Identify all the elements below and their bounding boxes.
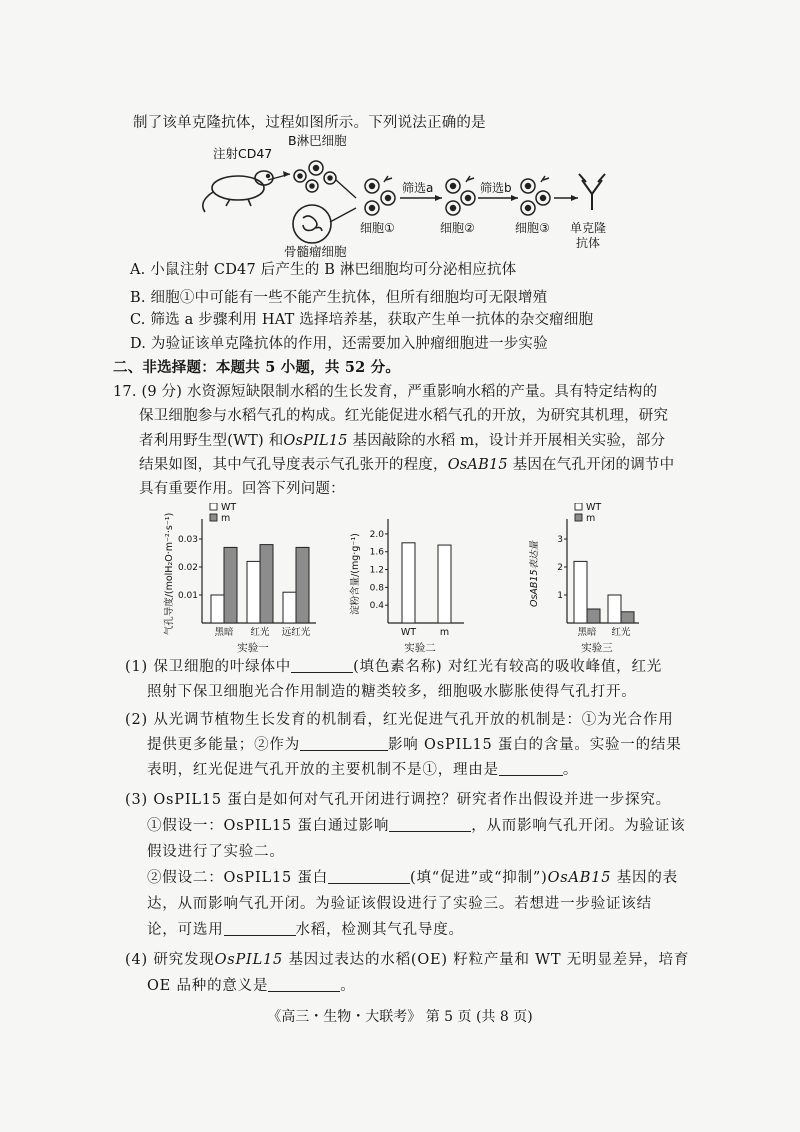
q17-part3-line5: 达，从而影响气孔开闭。为验证该假设进行了实验三。若想进一步验证该结 bbox=[147, 896, 652, 912]
y-tick-label: 3 bbox=[557, 535, 563, 545]
answer-blank[interactable] bbox=[224, 921, 296, 936]
legend-swatch bbox=[210, 514, 217, 521]
cell3-label: 细胞③ bbox=[515, 221, 550, 235]
answer-blank[interactable] bbox=[300, 736, 388, 751]
bar bbox=[283, 592, 296, 623]
product-label-line1: 单克隆 bbox=[570, 221, 607, 235]
intro-line: 制了该单克隆抗体，过程如图所示。下列说法正确的是 bbox=[133, 115, 486, 131]
antibody-icon bbox=[579, 174, 605, 210]
x-tick-label: 红光 bbox=[611, 627, 631, 638]
y-axis-label: 气孔导度/(molH₂O·m⁻²·s⁻¹) bbox=[164, 512, 175, 636]
experiment-charts bbox=[0, 503, 800, 653]
answer-blank[interactable] bbox=[328, 869, 410, 884]
myeloma-cell-icon bbox=[293, 205, 331, 243]
cell-group-1-icon bbox=[365, 176, 395, 215]
cell1-label: 细胞① bbox=[360, 221, 395, 235]
x-tick-label: 黑暗 bbox=[214, 627, 234, 638]
y-tick-label: 0.02 bbox=[177, 563, 198, 573]
x-tick-label: 黑暗 bbox=[577, 627, 597, 638]
mouse-icon bbox=[203, 171, 273, 212]
q17-part4-line1: (4) 研究发现OsPIL15 基因过表达的水稻(OE) 籽粒产量和 WT 无明显差异，培育 bbox=[125, 952, 690, 968]
bar bbox=[587, 609, 600, 623]
q17-line-2: 保卫细胞参与水稻气孔的构成。红光能促进水稻气孔的开放，为研究其机理，研究 bbox=[139, 408, 669, 424]
cell-group-2-icon bbox=[446, 176, 475, 215]
bar bbox=[224, 547, 237, 623]
q17-line-5: 具有重要作用。回答下列问题： bbox=[139, 481, 345, 497]
b-cell-label: B淋巴细胞 bbox=[288, 133, 347, 148]
legend-label: m bbox=[586, 513, 596, 524]
screen-b-label: 筛选b bbox=[480, 181, 512, 195]
y-axis-label: OsAB15表达量 bbox=[529, 540, 540, 608]
q17-part3-line4: ②假设二：OsPIL15 蛋白 (填“促进”或“抑制”)OsAB15 基因的表 bbox=[147, 870, 678, 886]
answer-blank[interactable] bbox=[499, 761, 563, 776]
x-tick-label: 远红光 bbox=[281, 627, 311, 638]
chart-title: 实验二 bbox=[404, 642, 436, 653]
page-footer: 《高三・生物・大联考》 第 5 页 (共 8 页) bbox=[267, 1009, 533, 1025]
answer-blank[interactable] bbox=[389, 817, 471, 832]
q17-line-4: 结果如图，其中气孔导度表示气孔张开的程度，OsAB15 基因在气孔开闭的调节中 bbox=[139, 457, 675, 473]
bar bbox=[247, 561, 260, 623]
q17-part2-line2: 提供更多能量；②作为 影响 OsPIL15 蛋白的含量。实验一的结果 bbox=[147, 737, 682, 753]
y-tick-label: 0.01 bbox=[177, 591, 198, 601]
section-heading: 二、非选择题：本题共 5 小题，共 52 分。 bbox=[113, 359, 401, 376]
bar bbox=[438, 545, 451, 623]
answer-blank[interactable] bbox=[268, 977, 340, 992]
q17-part2-line3: 表明，红光促进气孔开放的主要机制不是①，理由是 。 bbox=[147, 762, 579, 778]
q17-part3-line1: (3) OsPIL15 蛋白是如何对气孔开闭进行调控？研究者作出假设并进一步探究。 bbox=[125, 792, 671, 808]
chart-title: 实验三 bbox=[581, 642, 613, 653]
legend-swatch bbox=[575, 503, 582, 510]
q17-part3-line6: 论，可选用 水稻，检测其气孔导度。 bbox=[147, 922, 464, 938]
bar bbox=[296, 547, 309, 623]
q17-part4-line2: OE 品种的意义是 。 bbox=[147, 978, 356, 994]
antibody-flow-diagram bbox=[0, 132, 800, 272]
y-tick-label: 2.0 bbox=[369, 529, 384, 540]
bar bbox=[260, 545, 273, 623]
q17-line-1: 17. (9 分) 水资源短缺限制水稻的生长发育，严重影响水稻的产量。具有特定结构的 bbox=[113, 384, 658, 400]
y-tick-label: 1 bbox=[557, 591, 563, 601]
y-tick-label: 0.8 bbox=[369, 583, 384, 594]
q17-part1-line2: 照射下保卫细胞光合作用制造的糖类较多，细胞吸水膨胀使得气孔打开。 bbox=[147, 684, 637, 700]
chart-title: 实验一 bbox=[237, 642, 269, 653]
y-tick-label: 1.6 bbox=[369, 547, 384, 558]
answer-blank[interactable] bbox=[291, 658, 353, 673]
q17-part3-line2: ①假设一：OsPIL15 蛋白通过影响 ，从而影响气孔开闭。为验证该 bbox=[147, 818, 686, 834]
q17-line-3: 者利用野生型(WT) 和OsPIL15 基因敲除的水稻 m，设计并开展相关实验，部分 bbox=[139, 433, 666, 449]
q17-part1-line1: (1) 保卫细胞的叶绿体中 (填色素名称) 对红光有较高的吸收峰值，红光 bbox=[125, 659, 663, 675]
legend-label: WT bbox=[586, 503, 602, 513]
y-tick-label: 0.4 bbox=[369, 601, 384, 612]
y-tick-label: 1.2 bbox=[369, 565, 384, 576]
screen-a-label: 筛选a bbox=[402, 181, 434, 195]
product-label-line2: 抗体 bbox=[576, 236, 601, 250]
q17-part2-line1: (2) 从光调节植物生长发育的机制看，红光促进气孔开放的机制是：①为光合作用 bbox=[125, 712, 674, 728]
myeloma-label: 骨髓瘤细胞 bbox=[284, 244, 347, 259]
legend-swatch bbox=[575, 514, 582, 521]
legend-label: m bbox=[221, 513, 231, 524]
cell-group-3-icon bbox=[521, 176, 550, 215]
bar bbox=[211, 595, 224, 623]
option-a: A. 小鼠注射 CD47 后产生的 B 淋巴细胞均可分泌相应抗体 bbox=[130, 262, 517, 278]
x-tick-label: WT bbox=[400, 627, 417, 638]
q17-part3-line3: 假设进行了实验二。 bbox=[147, 844, 285, 860]
legend-label: WT bbox=[221, 503, 237, 513]
x-tick-label: m bbox=[439, 627, 450, 638]
bar bbox=[621, 612, 634, 623]
y-axis-label: 淀粉含量/(mg·g⁻¹) bbox=[350, 533, 361, 615]
bar bbox=[402, 543, 415, 623]
bar bbox=[608, 595, 621, 623]
inject-label: 注射CD47 bbox=[213, 146, 273, 161]
option-c: C. 筛选 a 步骤利用 HAT 选择培养基，获取产生单一抗体的杂交瘤细胞 bbox=[130, 312, 594, 328]
cell2-label: 细胞② bbox=[440, 221, 475, 235]
option-b: B. 细胞①中可能有一些不能产生抗体，但所有细胞均可无限增殖 bbox=[130, 290, 548, 306]
option-d: D. 为验证该单克隆抗体的作用，还需要加入肿瘤细胞进一步实验 bbox=[130, 336, 548, 352]
y-tick-label: 2 bbox=[557, 563, 563, 573]
x-tick-label: 红光 bbox=[250, 627, 270, 638]
y-tick-label: 0.03 bbox=[177, 535, 198, 545]
legend-swatch bbox=[210, 503, 217, 510]
b-cells-icon bbox=[294, 161, 336, 192]
bar bbox=[574, 561, 587, 623]
